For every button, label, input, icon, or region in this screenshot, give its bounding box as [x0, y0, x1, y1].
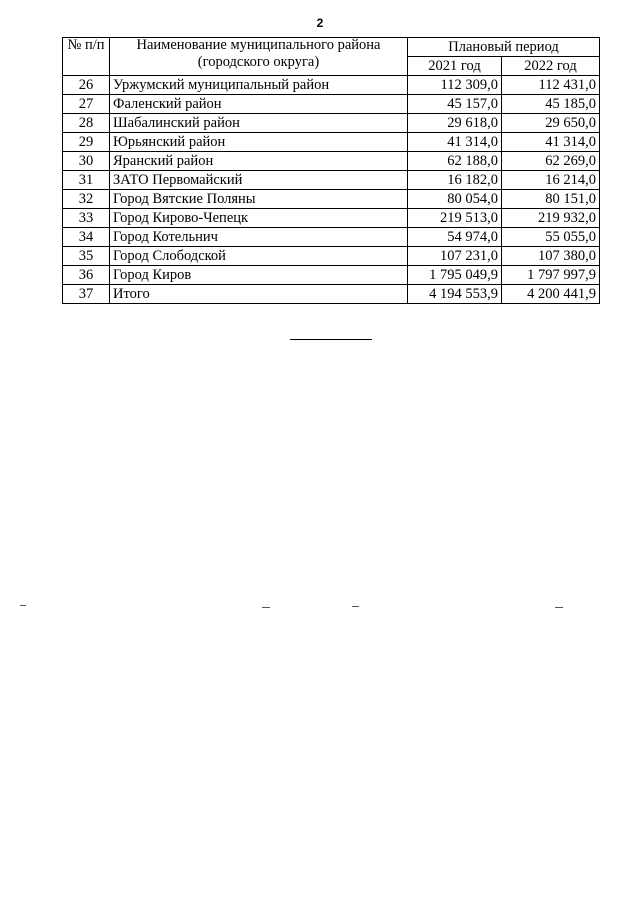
table-row — [63, 266, 600, 285]
table-row — [63, 76, 600, 95]
row-number: 31 — [63, 171, 110, 190]
row-name: Город Котельнич — [110, 228, 408, 247]
row-number: 29 — [63, 133, 110, 152]
header-name — [110, 38, 408, 76]
table-row — [63, 171, 600, 190]
row-number: 30 — [63, 152, 110, 171]
table-row — [63, 209, 600, 228]
row-number: 32 — [63, 190, 110, 209]
row-name: Город Слободской — [110, 247, 408, 266]
row-number: 37 — [63, 285, 110, 304]
scan-speck — [262, 607, 270, 608]
row-name: Шабалинский район — [110, 114, 408, 133]
row-value-2022: 1 797 997,9 — [502, 266, 600, 285]
table-row — [63, 285, 600, 304]
row-value-2022: 55 055,0 — [502, 228, 600, 247]
row-value-2021: 29 618,0 — [408, 114, 502, 133]
separator-line — [290, 339, 372, 340]
row-value-2021: 1 795 049,9 — [408, 266, 502, 285]
header-planning-period: Плановый период — [408, 38, 600, 57]
row-value-2022: 62 269,0 — [502, 152, 600, 171]
row-value-2022: 41 314,0 — [502, 133, 600, 152]
row-number: 28 — [63, 114, 110, 133]
table-row — [63, 152, 600, 171]
row-name: Город Киров — [110, 266, 408, 285]
row-value-2022: 29 650,0 — [502, 114, 600, 133]
row-value-2022: 112 431,0 — [502, 76, 600, 95]
row-value-2021: 62 188,0 — [408, 152, 502, 171]
header-year-2022: 2022 год — [502, 57, 600, 76]
row-name: ЗАТО Первомайский — [110, 171, 408, 190]
row-number: 34 — [63, 228, 110, 247]
row-value-2022: 107 380,0 — [502, 247, 600, 266]
header-year-2021: 2021 год — [408, 57, 502, 76]
row-value-2022: 16 214,0 — [502, 171, 600, 190]
scan-speck — [352, 606, 359, 607]
table-row — [63, 133, 600, 152]
scan-speck — [20, 605, 26, 606]
table-row — [63, 247, 600, 266]
row-name: Город Кирово-Чепецк — [110, 209, 408, 228]
row-number: 33 — [63, 209, 110, 228]
row-number: 36 — [63, 266, 110, 285]
row-value-2021: 80 054,0 — [408, 190, 502, 209]
row-name: Уржумский муниципальный район — [110, 76, 408, 95]
row-number: 26 — [63, 76, 110, 95]
page-number: 2 — [316, 16, 324, 30]
row-name: Город Вятские Поляны — [110, 190, 408, 209]
row-name: Итого — [110, 285, 408, 304]
header-name-line2: (городского округа) — [197, 53, 320, 70]
row-name: Фаленский район — [110, 95, 408, 114]
row-value-2021: 219 513,0 — [408, 209, 502, 228]
row-number: 35 — [63, 247, 110, 266]
table-row — [63, 114, 600, 133]
row-value-2021: 4 194 553,9 — [408, 285, 502, 304]
header-name-line1: Наименование муниципального района — [136, 37, 381, 53]
table-row — [63, 190, 600, 209]
row-name: Яранский район — [110, 152, 408, 171]
row-value-2021: 54 974,0 — [408, 228, 502, 247]
table-row — [63, 228, 600, 247]
budget-table — [62, 37, 600, 304]
row-value-2022: 4 200 441,9 — [502, 285, 600, 304]
row-value-2022: 45 185,0 — [502, 95, 600, 114]
row-value-2022: 219 932,0 — [502, 209, 600, 228]
row-value-2022: 80 151,0 — [502, 190, 600, 209]
row-number: 27 — [63, 95, 110, 114]
row-value-2021: 16 182,0 — [408, 171, 502, 190]
row-name: Юрьянский район — [110, 133, 408, 152]
row-value-2021: 112 309,0 — [408, 76, 502, 95]
row-value-2021: 107 231,0 — [408, 247, 502, 266]
header-number: № п/п — [63, 38, 110, 76]
row-value-2021: 45 157,0 — [408, 95, 502, 114]
row-value-2021: 41 314,0 — [408, 133, 502, 152]
scan-speck — [555, 607, 563, 608]
table-row — [63, 95, 600, 114]
